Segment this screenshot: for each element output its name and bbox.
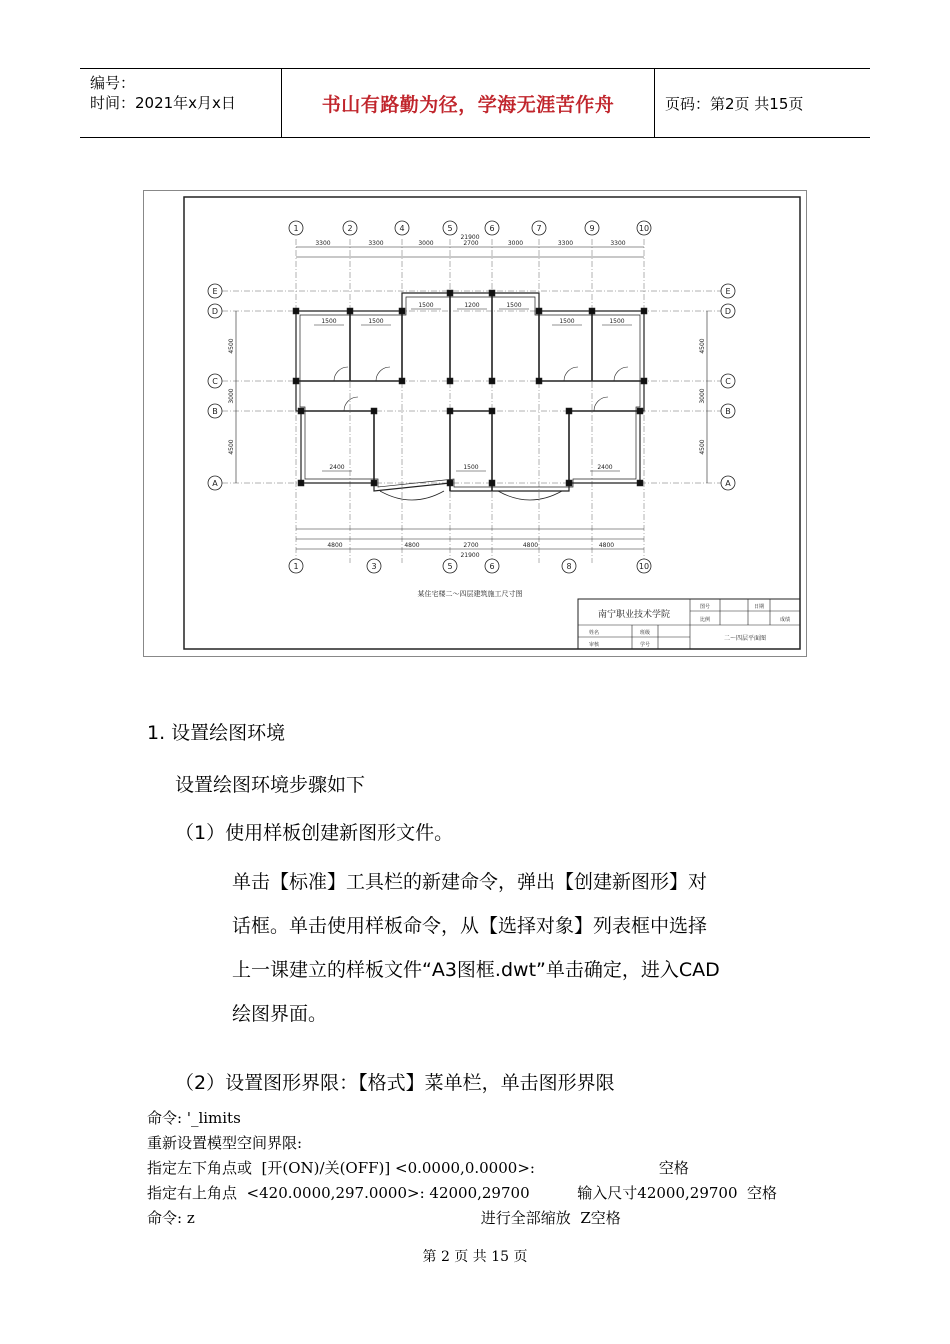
dim-text: 4500 bbox=[699, 439, 706, 455]
axis-label: 2 bbox=[347, 224, 353, 233]
title-block-cell: 成绩 bbox=[779, 617, 791, 623]
dim-text: 4500 bbox=[699, 338, 706, 354]
axis-label: 4 bbox=[399, 224, 405, 233]
column bbox=[298, 408, 304, 414]
dim-text: 4800 bbox=[522, 542, 539, 549]
axis-label: 8 bbox=[566, 562, 572, 571]
room-dim-text: 1500 bbox=[609, 318, 625, 325]
axis-label: 6 bbox=[489, 562, 495, 571]
header-number: 编号： bbox=[90, 74, 136, 92]
step-1-line: 绘图界面。 bbox=[232, 1003, 328, 1025]
dim-text: 3000 bbox=[507, 240, 524, 247]
title-block-school: 南宁职业技术学院 bbox=[597, 610, 671, 620]
header-meta bbox=[80, 69, 282, 137]
axis-label: E bbox=[725, 287, 731, 296]
axis-label: 9 bbox=[589, 224, 595, 233]
command-line: 命令: '_limits bbox=[147, 1109, 241, 1127]
title-block-cell: 学号 bbox=[639, 642, 651, 648]
column bbox=[447, 408, 453, 414]
step-1-line: 上一课建立的样板文件“A3图框.dwt”单击确定，进入CAD bbox=[232, 959, 720, 981]
column bbox=[399, 308, 405, 314]
axis-label: E bbox=[212, 287, 218, 296]
column bbox=[489, 290, 495, 296]
column bbox=[447, 290, 453, 296]
room-dim-text: 1200 bbox=[464, 302, 480, 309]
column bbox=[637, 480, 643, 486]
axis-label: C bbox=[725, 377, 731, 386]
column bbox=[566, 480, 572, 486]
title-block-cell: 比例 bbox=[699, 617, 711, 623]
door-swing bbox=[344, 397, 358, 411]
drawing-caption: 某住宅楼二～四层建筑施工尺寸图 bbox=[417, 590, 523, 598]
column bbox=[293, 308, 299, 314]
axis-label: 10 bbox=[638, 562, 650, 571]
page-header bbox=[80, 68, 870, 138]
dim-text: 3300 bbox=[557, 240, 574, 247]
dim-text: 3000 bbox=[418, 240, 434, 247]
step-2: （2）设置图形界限：【格式】菜单栏，单击图形界限 bbox=[175, 1072, 615, 1094]
column bbox=[641, 308, 647, 314]
command-line: 指定右上角点 <420.0000,297.0000>: 42000,29700 输入尺寸42000,29700 空格 bbox=[147, 1184, 778, 1202]
title-block-cell: 图号 bbox=[699, 604, 711, 610]
room-dim-text: 1500 bbox=[559, 318, 575, 325]
step-1-line: 话框。单击使用样板命令，从【选择对象】列表框中选择 bbox=[232, 915, 708, 937]
exterior-wall-inner bbox=[300, 297, 640, 487]
room-dim-text: 1500 bbox=[506, 302, 522, 309]
column bbox=[641, 378, 647, 384]
step-1: （1）使用样板创建新图形文件。 bbox=[175, 822, 454, 844]
door-swing bbox=[614, 367, 628, 381]
title-block-cell: 班级 bbox=[639, 630, 651, 636]
dim-text: 3000 bbox=[228, 388, 235, 404]
door-swing bbox=[594, 397, 608, 411]
axis-label: C bbox=[212, 377, 218, 386]
header-motto: 书山有路勤为径，学海无涯苦作舟 bbox=[282, 69, 655, 137]
page-footer: 第 2 页 共 15 页 bbox=[422, 1249, 528, 1265]
dim-text: 3000 bbox=[699, 388, 706, 404]
column bbox=[536, 308, 542, 314]
column bbox=[536, 378, 542, 384]
column bbox=[489, 480, 495, 486]
intro-text: 设置绘图环境步骤如下 bbox=[175, 774, 366, 796]
dim-text: 4800 bbox=[327, 542, 343, 549]
column bbox=[371, 480, 377, 486]
axis-label: 7 bbox=[536, 224, 542, 233]
column bbox=[298, 480, 304, 486]
column bbox=[589, 308, 595, 314]
bay-window bbox=[498, 491, 562, 500]
bay-window bbox=[380, 491, 444, 500]
axis-label: 6 bbox=[489, 224, 495, 233]
column bbox=[447, 378, 453, 384]
door-swing bbox=[334, 367, 348, 381]
axis-label: D bbox=[211, 307, 219, 316]
door-swing bbox=[376, 367, 390, 381]
title-block-cell: 审核 bbox=[588, 642, 600, 648]
axis-label: B bbox=[725, 407, 731, 416]
column bbox=[293, 378, 299, 384]
axis-label: A bbox=[212, 479, 218, 488]
column bbox=[489, 408, 495, 414]
room-dim-text: 1500 bbox=[418, 302, 434, 309]
title-block-cell: 日期 bbox=[753, 604, 765, 610]
step-1-line: 单击【标准】工具栏的新建命令，弹出【创建新图形】对 bbox=[232, 871, 708, 893]
column bbox=[566, 408, 572, 414]
title-block-cell: 姓名 bbox=[588, 630, 600, 636]
header-time: 时间：2021年x月x日 bbox=[90, 94, 236, 112]
dim-text: 21900 bbox=[460, 552, 480, 559]
room-dim-text: 1500 bbox=[321, 318, 337, 325]
dim-text: 2700 bbox=[463, 542, 479, 549]
axis-label: B bbox=[212, 407, 218, 416]
column bbox=[347, 308, 353, 314]
room-dim-text: 1500 bbox=[463, 464, 479, 471]
dim-text: 4800 bbox=[598, 542, 615, 549]
door-swing bbox=[564, 367, 578, 381]
axis-label: 5 bbox=[447, 224, 453, 233]
dim-text: 4500 bbox=[228, 439, 235, 455]
title-block-drawing-name: 二～四层平面图 bbox=[723, 635, 767, 642]
axis-label: 1 bbox=[293, 562, 299, 571]
command-line: 命令: z 进行全部缩放 Z空格 bbox=[147, 1209, 621, 1227]
dim-text: 21900 bbox=[460, 234, 480, 241]
column bbox=[399, 378, 405, 384]
axis-label: D bbox=[724, 307, 732, 316]
command-line: 重新设置模型空间界限: bbox=[147, 1134, 303, 1152]
axis-label: A bbox=[725, 479, 731, 488]
dim-text: 3300 bbox=[368, 240, 384, 247]
floor-plan-figure bbox=[143, 190, 807, 657]
room-dim-text: 2400 bbox=[597, 464, 613, 471]
section-title: 1. 设置绘图环境 bbox=[147, 722, 286, 744]
column bbox=[637, 408, 643, 414]
dim-text: 4800 bbox=[404, 542, 420, 549]
header-page-info: 页码：第2页 共15页 bbox=[665, 94, 804, 113]
room-dim-text: 1500 bbox=[368, 318, 384, 325]
axis-label: 5 bbox=[447, 562, 453, 571]
axis-label: 10 bbox=[638, 224, 650, 233]
column bbox=[371, 408, 377, 414]
dim-text: 2700 bbox=[463, 240, 479, 247]
axis-label: 3 bbox=[371, 562, 377, 571]
dim-text: 4500 bbox=[228, 338, 235, 354]
title-block bbox=[578, 599, 800, 649]
room-dim-text: 2400 bbox=[329, 464, 345, 471]
floor-plan-drawing bbox=[144, 191, 808, 658]
dim-text: 3300 bbox=[610, 240, 626, 247]
column bbox=[447, 480, 453, 486]
dim-text: 3300 bbox=[315, 240, 331, 247]
column bbox=[489, 378, 495, 384]
command-line: 指定左下角点或 [开(ON)/关(OFF)] <0.0000,0.0000>: 空格 bbox=[147, 1159, 689, 1177]
axis-label: 1 bbox=[293, 224, 299, 233]
step-1-description bbox=[232, 860, 812, 1036]
